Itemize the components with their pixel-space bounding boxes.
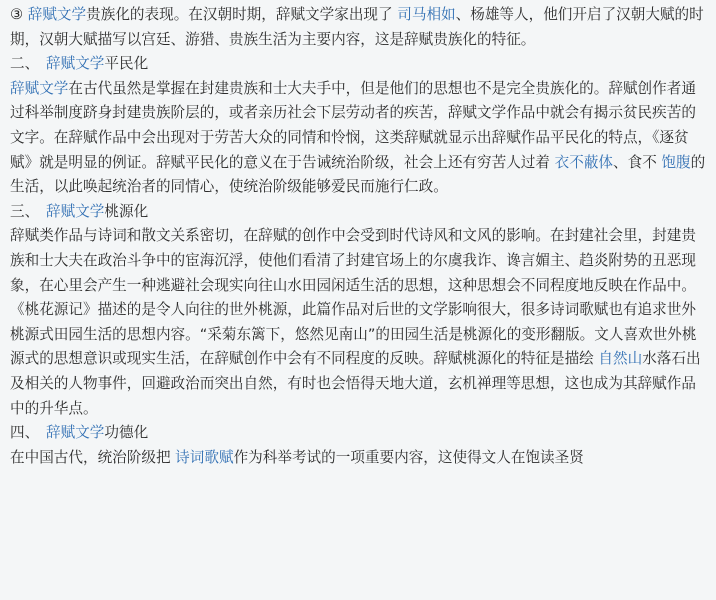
- heading-text: 桃源化: [104, 202, 149, 220]
- paragraph-text: 、杨雄等人，他们开启了汉朝大赋的时期，汉朝大赋描写以宫廷、游猎、贵族生活为主要内容，这是辞赋贵族化的特征。: [10, 6, 704, 48]
- section-heading-taoyuan: [10, 200, 707, 225]
- section-number: 四、: [10, 424, 40, 442]
- heading-text: 功德化: [104, 424, 149, 442]
- heading-text: 平民化: [104, 55, 149, 73]
- link-cifu-wenxue[interactable]: 辞赋文学: [46, 424, 105, 442]
- link-ziran-shan[interactable]: 自然山: [598, 350, 643, 368]
- link-cifu-wenxue[interactable]: 辞赋文学: [27, 6, 87, 23]
- section-heading-gongde: [10, 421, 707, 446]
- link-cifu-wenxue[interactable]: 辞赋文学: [10, 79, 69, 97]
- paragraph-text: 辞赋类作品与诗词和散文关系密切，在辞赋的创作中会受到时代诗风和文风的影响。在封建社会里，封建贵族和士大夫在政治斗争中的宦海沉浮，使他们看清了封建官场上的尔虞我诈、谗言媚主、趋炎附势的丑恶现象，在心里会产生一种逃避社会现实向往山水田园闲适生活的思想，这种思想会不同程度地反映在作品中。《桃花源记》描述的是令人向往的世外桃源，此篇作品对后世的文学影响很大，很多诗词歌赋也有追求世外桃源式田园生活的思想内容。“采菊东篱下，悠然见南山”的田园生活是桃源化的变形翻版。文人喜欢世外桃源式的思想意识或现实生活，在辞赋创作中会有不同程度的反映。辞赋桃源化的特征是描绘: [10, 227, 697, 368]
- paragraph-text: 、食不: [613, 153, 662, 171]
- list-marker: ③: [10, 6, 24, 23]
- link-yi-bu-bi-ti[interactable]: 衣不蔽体: [554, 153, 614, 171]
- paragraph-text: 的生活，以此唤起统治者的同情心，使统治阶级能够爱民而施行仁政。: [10, 153, 706, 196]
- paragraph-text: 在中国古代，统治阶级把: [10, 448, 176, 466]
- section-number: 二、: [10, 55, 40, 73]
- link-sima-xiangru[interactable]: 司马相如: [397, 6, 456, 23]
- paragraph-text: 水落石出及相关的人物事件，回避政治而突出自然，有时也会悟得天地大道，玄机禅理等思想，这也成为其辞赋作品中的升华点。: [10, 350, 701, 417]
- paragraph-text: 在古代虽然是掌握在封建贵族和士大夫手中，但是他们的思想也不是完全贵族化的。辞赋创作者通过科举制度跻身封建贵族阶层的，或者亲历社会下层劳动者的疾苦，辞赋文学作品中就会有揭示贫民疾苦的文字。在辞赋作品中会出现对于劳苦大众的同情和怜悯，这类辞赋就显示出辞赋作品平民化的特点，《逐贫赋》就是明显的例证。辞赋平民化的意义在于告诫统治阶级，社会上还有穷苦人过着: [10, 79, 696, 171]
- paragraph-aristocratization: [10, 3, 707, 52]
- link-bao-fu[interactable]: 饱腹: [661, 153, 691, 171]
- link-cifu-wenxue[interactable]: 辞赋文学: [46, 55, 105, 73]
- section-heading-popularization: [10, 52, 707, 77]
- paragraph-gongde: [10, 446, 707, 471]
- paragraph-taoyuan: [10, 224, 707, 421]
- paragraph-popularization: [10, 77, 707, 200]
- section-number: 三、: [10, 202, 40, 220]
- paragraph-text: 作为科举考试的一项重要内容，这使得文人在饱读圣贤: [233, 448, 584, 466]
- link-cifu-wenxue[interactable]: 辞赋文学: [46, 202, 105, 220]
- link-shici-gefu[interactable]: 诗词歌赋: [175, 448, 234, 466]
- paragraph-text: 贵族化的表现。在汉朝时期，辞赋文学家出现了: [86, 6, 398, 23]
